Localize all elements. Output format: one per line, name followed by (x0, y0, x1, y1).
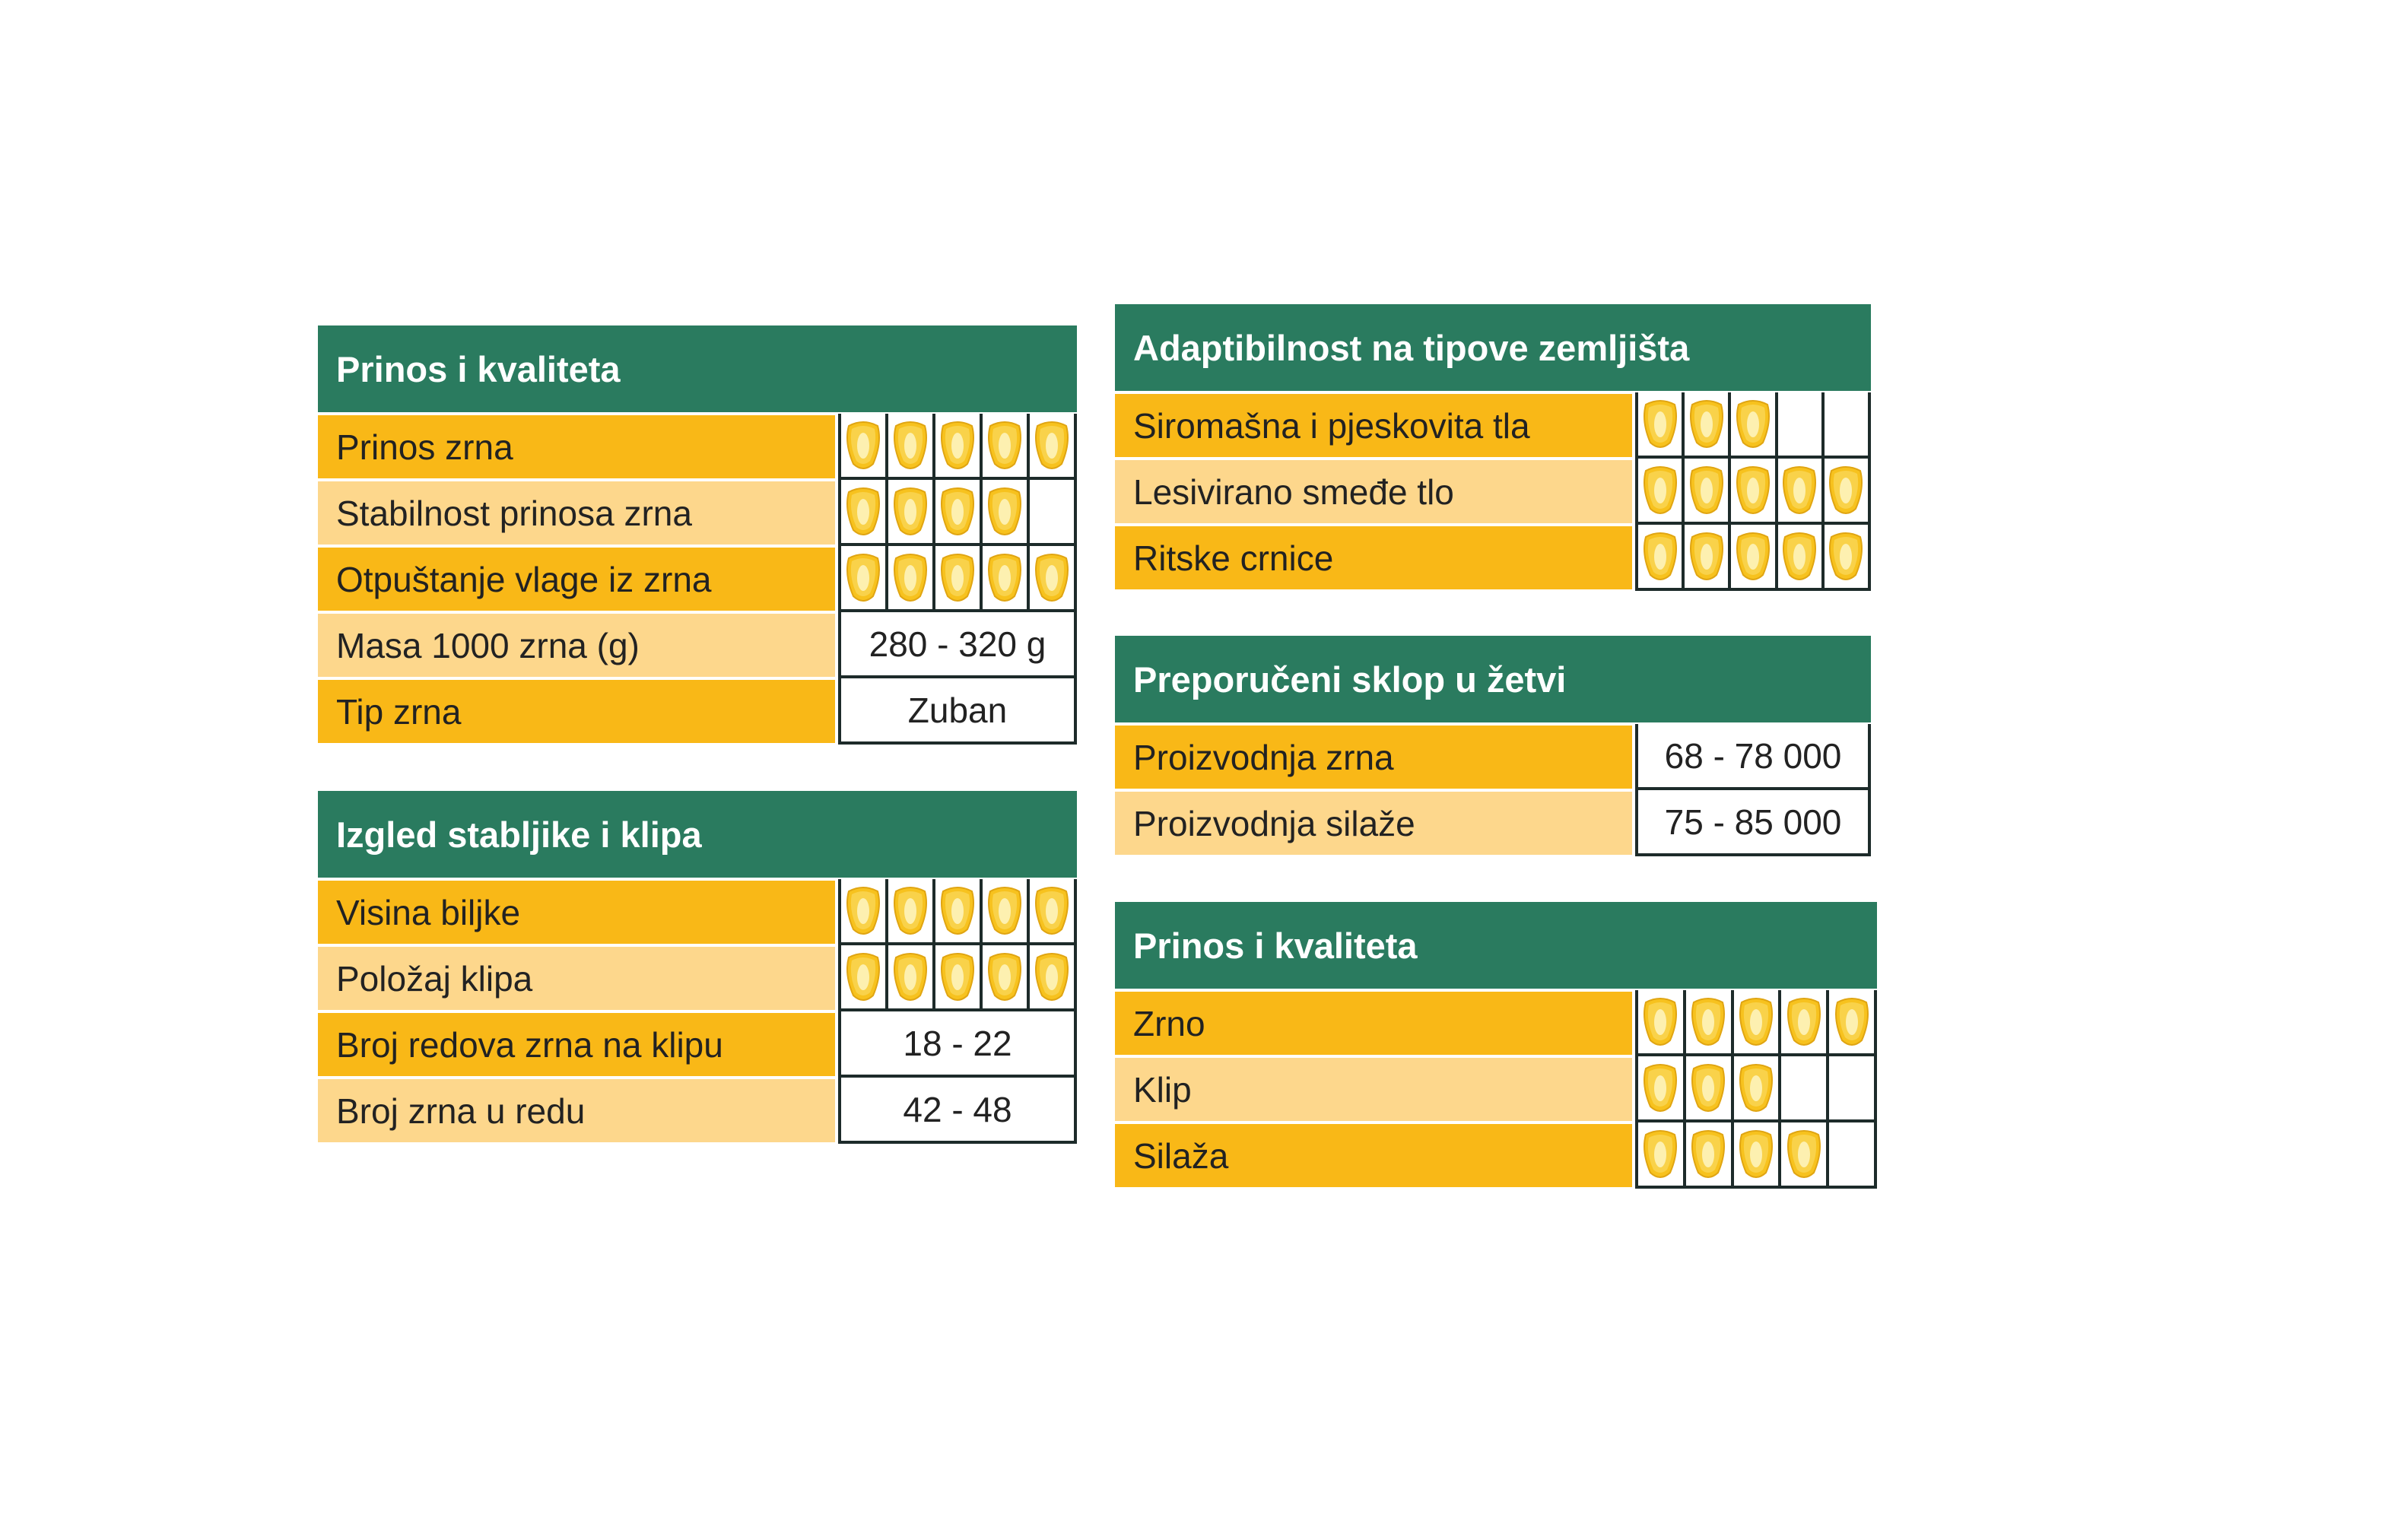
corn-kernel-icon (986, 951, 1024, 1003)
rating-cell (1731, 990, 1779, 1053)
rating-cell (980, 546, 1027, 609)
rating-cell (1683, 1056, 1731, 1119)
row-value: 75 - 85 000 (1635, 790, 1871, 853)
table-row (1115, 790, 1871, 856)
rating-cell (1027, 879, 1077, 942)
value-cell (838, 612, 1077, 678)
rating-cell (980, 945, 1027, 1008)
table-row (318, 945, 1077, 1011)
rating-cells (1635, 1056, 1877, 1122)
row-value: Zuban (838, 678, 1077, 741)
corn-kernel-icon (1641, 1129, 1679, 1180)
corn-kernel-icon (891, 951, 929, 1003)
row-label: Zrno (1115, 992, 1632, 1055)
rating-cell (1775, 459, 1821, 522)
corn-kernel-icon (1689, 996, 1727, 1048)
table-row (318, 612, 1077, 678)
rating-cell (1821, 392, 1871, 456)
row-label: Tip zrna (318, 680, 835, 743)
rating-cell (1826, 990, 1877, 1053)
rating-cell (1775, 525, 1821, 588)
row-value: 18 - 22 (838, 1011, 1077, 1075)
table-row (1115, 525, 1871, 591)
row-label: Prinos zrna (318, 415, 835, 478)
panel-preporuceni-sklop (1115, 636, 1871, 856)
corn-kernel-icon (844, 552, 882, 604)
corn-kernel-icon (938, 951, 977, 1003)
corn-kernel-icon (1785, 996, 1823, 1048)
row-label: Silaža (1115, 1124, 1632, 1187)
rating-cell (980, 879, 1027, 942)
panel-prinos-i-kvaliteta-2 (1115, 902, 1877, 1189)
rating-cell (1683, 990, 1731, 1053)
corn-kernel-icon (1689, 1062, 1727, 1114)
corn-kernel-icon (986, 486, 1024, 538)
corn-kernel-icon (1641, 531, 1679, 583)
corn-kernel-icon (1641, 1062, 1679, 1114)
corn-kernel-icon (1033, 420, 1071, 472)
corn-kernel-icon (1689, 1129, 1727, 1180)
corn-kernel-icon (938, 885, 977, 937)
corn-kernel-icon (1780, 531, 1818, 583)
corn-kernel-icon (938, 420, 977, 472)
rating-cell (980, 414, 1027, 477)
row-label: Klip (1115, 1058, 1632, 1121)
corn-kernel-icon (1641, 465, 1679, 516)
row-value: 42 - 48 (838, 1078, 1077, 1141)
table-row (1115, 990, 1877, 1056)
rating-cell (1682, 525, 1728, 588)
panel-title: Prinos i kvaliteta (318, 325, 1077, 412)
value-cell (838, 1011, 1077, 1078)
rating-cells (838, 879, 1077, 945)
rating-cell (838, 480, 885, 543)
row-label: Broj zrna u redu (318, 1079, 835, 1142)
rating-cell (1778, 1056, 1826, 1119)
panel-prinos-i-kvaliteta (318, 325, 1077, 745)
corn-kernel-icon (1641, 398, 1679, 450)
rating-cells (1635, 459, 1871, 525)
panel-title: Izgled stabljike i klipa (318, 791, 1077, 878)
panel-izgled-stabljike (318, 791, 1077, 1144)
rating-cell (1775, 392, 1821, 456)
value-cell (838, 678, 1077, 745)
rating-cells (1635, 525, 1871, 591)
rating-cell (1635, 392, 1682, 456)
rating-cell (1731, 1122, 1779, 1186)
rating-cell (1821, 525, 1871, 588)
panel-adaptibilnost (1115, 304, 1871, 591)
table-row (318, 480, 1077, 546)
panel-title: Prinos i kvaliteta (1115, 902, 1877, 989)
row-label: Položaj klipa (318, 947, 835, 1010)
corn-kernel-icon (1737, 1062, 1775, 1114)
corn-kernel-icon (1641, 996, 1679, 1048)
table-row (318, 678, 1077, 745)
corn-kernel-icon (986, 552, 1024, 604)
rating-cells (1635, 1122, 1877, 1189)
rating-cell (932, 945, 980, 1008)
rating-cell (1682, 392, 1728, 456)
value-cell (1635, 790, 1871, 856)
table-row (318, 1011, 1077, 1078)
rating-cell (932, 546, 980, 609)
corn-kernel-icon (938, 486, 977, 538)
table-row (318, 414, 1077, 480)
rating-cell (1027, 480, 1077, 543)
corn-kernel-icon (1827, 465, 1865, 516)
rating-cell (885, 945, 932, 1008)
corn-kernel-icon (1737, 1129, 1775, 1180)
table-row (1115, 459, 1871, 525)
rating-cell (980, 480, 1027, 543)
rating-cell (932, 414, 980, 477)
corn-kernel-icon (891, 885, 929, 937)
value-cell (838, 1078, 1077, 1144)
rating-cell (1728, 392, 1774, 456)
row-label: Broj redova zrna na klipu (318, 1013, 835, 1076)
corn-kernel-icon (844, 951, 882, 1003)
rating-cell (1731, 1056, 1779, 1119)
corn-kernel-icon (1688, 531, 1726, 583)
rating-cell (1728, 525, 1774, 588)
table-row (318, 546, 1077, 612)
rating-cell (1635, 525, 1682, 588)
rating-cells (1635, 392, 1871, 459)
table-row (1115, 392, 1871, 459)
rating-cell (1826, 1122, 1877, 1186)
rating-cell (1635, 459, 1682, 522)
rating-cell (1027, 414, 1077, 477)
rating-cells (1635, 990, 1877, 1056)
row-label: Masa 1000 zrna (g) (318, 614, 835, 677)
rating-cell (1826, 1056, 1877, 1119)
row-label: Stabilnost prinosa zrna (318, 481, 835, 545)
corn-kernel-icon (938, 552, 977, 604)
corn-kernel-icon (891, 552, 929, 604)
corn-kernel-icon (1734, 398, 1772, 450)
corn-kernel-icon (891, 486, 929, 538)
rating-cell (1635, 1122, 1683, 1186)
row-label: Siromašna i pjeskovita tla (1115, 394, 1632, 457)
rating-cell (932, 879, 980, 942)
rating-cell (1635, 1056, 1683, 1119)
row-label: Otpuštanje vlage iz zrna (318, 548, 835, 611)
rating-cell (1027, 945, 1077, 1008)
table-row (1115, 1056, 1877, 1122)
rating-cells (838, 480, 1077, 546)
corn-kernel-icon (1785, 1129, 1823, 1180)
rating-cell (1683, 1122, 1731, 1186)
row-label: Lesivirano smeđe tlo (1115, 460, 1632, 523)
corn-kernel-icon (1033, 885, 1071, 937)
row-label: Ritske crnice (1115, 526, 1632, 589)
corn-kernel-icon (1827, 531, 1865, 583)
corn-kernel-icon (1780, 465, 1818, 516)
rating-cell (838, 879, 885, 942)
rating-cell (1682, 459, 1728, 522)
corn-kernel-icon (1688, 465, 1726, 516)
rating-cell (885, 546, 932, 609)
row-label: Proizvodnja silaže (1115, 792, 1632, 855)
rating-cells (838, 546, 1077, 612)
corn-kernel-icon (986, 420, 1024, 472)
rating-cell (885, 480, 932, 543)
rating-cell (1027, 546, 1077, 609)
rating-cell (1778, 990, 1826, 1053)
rating-cell (932, 480, 980, 543)
row-value: 280 - 320 g (838, 612, 1077, 675)
rating-cell (885, 414, 932, 477)
row-value: 68 - 78 000 (1635, 724, 1871, 787)
table-row (1115, 724, 1871, 790)
rating-cell (1728, 459, 1774, 522)
rating-cell (838, 414, 885, 477)
row-label: Proizvodnja zrna (1115, 726, 1632, 789)
table-row (1115, 1122, 1877, 1189)
corn-kernel-icon (1688, 398, 1726, 450)
value-cell (1635, 724, 1871, 790)
rating-cell (838, 945, 885, 1008)
panel-title: Adaptibilnost na tipove zemljišta (1115, 304, 1871, 391)
rating-cell (1778, 1122, 1826, 1186)
corn-kernel-icon (1734, 465, 1772, 516)
corn-kernel-icon (1734, 531, 1772, 583)
rating-cell (1635, 990, 1683, 1053)
corn-kernel-icon (1033, 552, 1071, 604)
corn-kernel-icon (844, 420, 882, 472)
rating-cell (885, 879, 932, 942)
corn-kernel-icon (1033, 951, 1071, 1003)
rating-cells (838, 414, 1077, 480)
rating-cell (1821, 459, 1871, 522)
corn-kernel-icon (1833, 996, 1871, 1048)
rating-cell (838, 546, 885, 609)
table-row (318, 1078, 1077, 1144)
row-label: Visina biljke (318, 881, 835, 944)
corn-kernel-icon (891, 420, 929, 472)
corn-kernel-icon (844, 885, 882, 937)
corn-kernel-icon (1737, 996, 1775, 1048)
panel-title: Preporučeni sklop u žetvi (1115, 636, 1871, 722)
corn-kernel-icon (844, 486, 882, 538)
table-row (318, 879, 1077, 945)
corn-kernel-icon (986, 885, 1024, 937)
rating-cells (838, 945, 1077, 1011)
